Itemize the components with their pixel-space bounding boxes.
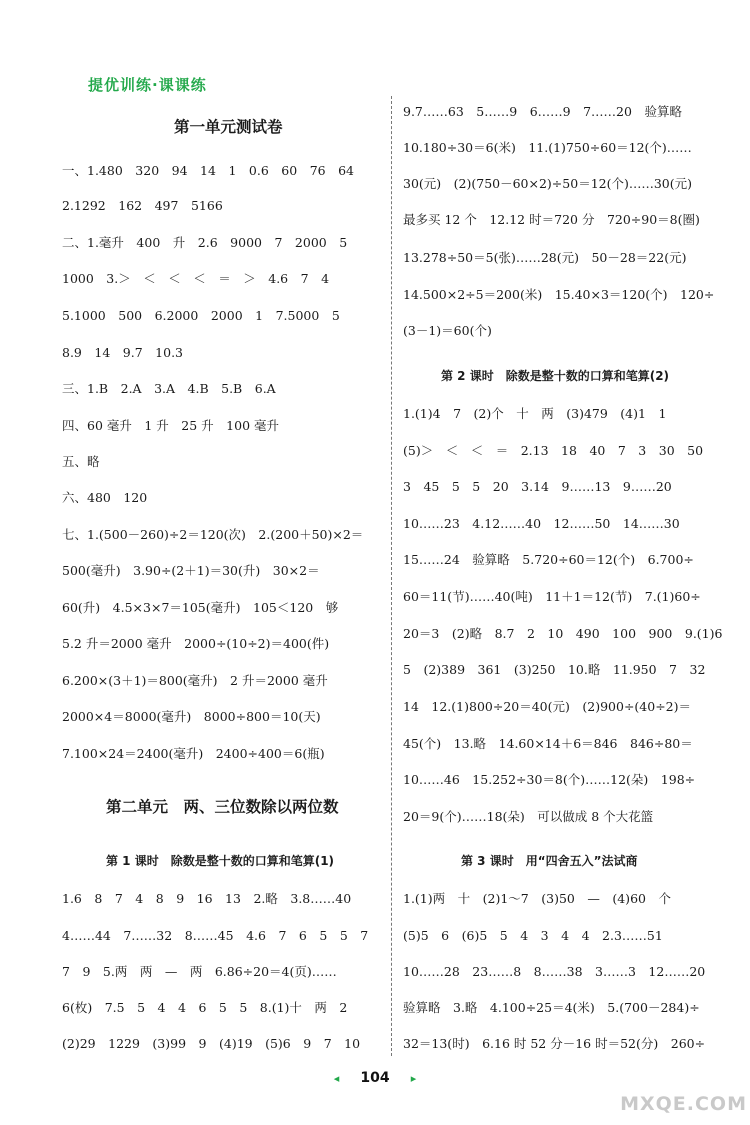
- answer-line: 2000×4＝8000(毫升) 8000÷800＝10(天): [62, 709, 321, 724]
- answer-line: (2)29 1229 (3)99 9 (4)19 (5)6 9 7 10: [62, 1036, 361, 1051]
- answer-line: 六、480 120: [62, 490, 148, 505]
- answer-line: 3 45 5 5 20 3.14 9……13 9……20: [403, 479, 672, 494]
- answer-line: 13.278÷50＝5(张)……28(元) 50－28＝22(元): [403, 250, 687, 265]
- answer-line: 10……28 23……8 8……38 3……3 12……20: [403, 964, 706, 979]
- lesson-title: 第 2 课时 除数是整十数的口算和笔算(2): [441, 369, 670, 383]
- answer-line: 15……24 验算略 5.720÷60＝12(个) 6.700÷: [403, 552, 694, 567]
- answer-line: 500(毫升) 3.90÷(2＋1)＝30(升) 30×2＝: [62, 563, 320, 578]
- answer-line: 6(枚) 7.5 5 4 4 6 5 5 8.(1)十 两 2: [62, 1000, 348, 1015]
- answer-line: (3－1)＝60(个): [403, 323, 492, 338]
- page-number: 104: [360, 1070, 390, 1086]
- right-arrow-icon: ▸: [410, 1072, 417, 1085]
- answer-line: 二、1.毫升 400 升 2.6 9000 7 2000 5: [62, 235, 348, 250]
- answer-line: 1.(1)两 十 (2)1～7 (3)50 — (4)60 个: [403, 891, 671, 906]
- answer-line: 4……44 7……32 8……45 4.6 7 6 5 5 7: [62, 928, 369, 943]
- watermark-logo: MXQE.COM: [620, 1093, 747, 1115]
- answer-line: 1.6 8 7 4 8 9 16 13 2.略 3.8……40: [62, 891, 352, 906]
- answer-line: 5 (2)389 361 (3)250 10.略 11.950 7 32: [403, 662, 706, 677]
- left-arrow-icon: ◂: [333, 1072, 340, 1085]
- answer-line: 8.9 14 9.7 10.3: [62, 345, 183, 360]
- answer-line: 1.(1)4 7 (2)个 十 两 (3)479 (4)1 1: [403, 406, 667, 421]
- answer-line: 1000 3.＞ ＜ ＜ ＜ ＝ ＞ 4.6 7 4: [62, 271, 330, 286]
- answer-line: 一、1.480 320 94 14 1 0.6 60 76 64: [62, 163, 355, 178]
- column-divider: [391, 96, 392, 1056]
- answer-line: 7.100×24＝2400(毫升) 2400÷400＝6(瓶): [62, 746, 325, 761]
- answer-line: 10.180÷30＝6(米) 11.(1)750÷60＝12(个)……: [403, 140, 692, 155]
- unit-title: 第二单元 两、三位数除以两位数: [106, 798, 339, 816]
- answer-line: (5)5 6 (6)5 5 4 3 4 4 2.3……51: [403, 928, 663, 943]
- answer-line: 最多买 12 个 12.12 时＝720 分 720÷90＝8(圈): [403, 212, 700, 227]
- answer-line: 6.200×(3＋1)＝800(毫升) 2 升＝2000 毫升: [62, 673, 328, 688]
- answer-line: 五、略: [62, 454, 100, 469]
- answer-line: 2.1292 162 497 5166: [62, 198, 223, 213]
- answer-line: 45(个) 13.略 14.60×14＋6＝846 846÷80＝: [403, 736, 693, 751]
- answer-line: 10……46 15.252÷30＝8(个)……12(朵) 198÷: [403, 772, 696, 787]
- answer-line: 10……23 4.12……40 12……50 14……30: [403, 516, 680, 531]
- answer-line: 5.2 升＝2000 毫升 2000÷(10÷2)＝400(件): [62, 636, 330, 651]
- answer-line: 七、1.(500－260)÷2＝120(次) 2.(200＋50)×2＝: [62, 527, 364, 542]
- answer-line: 20＝9(个)……18(朵) 可以做成 8 个大花篮: [403, 809, 654, 824]
- answer-line: 14 12.(1)800÷20＝40(元) (2)900÷(40÷2)＝: [403, 699, 692, 714]
- answer-line: 32＝13(时) 6.16 时 52 分－16 时＝52(分) 260÷: [403, 1036, 706, 1051]
- answer-line: 5.1000 500 6.2000 2000 1 7.5000 5: [62, 308, 340, 323]
- answer-line: 60＝11(节)……40(吨) 11＋1＝12(节) 7.(1)60÷: [403, 589, 701, 604]
- answer-line: 三、1.B 2.A 3.A 4.B 5.B 6.A: [62, 381, 276, 396]
- answer-line: 四、60 毫升 1 升 25 升 100 毫升: [62, 418, 280, 433]
- brand-header: 提优训练·课课练: [88, 76, 207, 94]
- answer-line: 验算略 3.略 4.100÷25＝4(米) 5.(700－284)÷: [403, 1000, 700, 1015]
- lesson-title: 第 3 课时 用“四舍五入”法试商: [461, 854, 638, 868]
- answer-line: 60(升) 4.5×3×7＝105(毫升) 105＜120 够: [62, 600, 339, 615]
- test-title: 第一单元测试卷: [174, 118, 283, 136]
- page-footer: [0, 1067, 750, 1086]
- answer-line: 7 9 5.两 两 — 两 6.86÷20＝4(页)……: [62, 964, 337, 979]
- answer-line: 9.7……63 5……9 6……9 7……20 验算略: [403, 104, 682, 119]
- answer-line: (5)＞ ＜ ＜ ＝ 2.13 18 40 7 3 30 50: [403, 443, 704, 458]
- lesson-title: 第 1 课时 除数是整十数的口算和笔算(1): [106, 854, 335, 868]
- answer-line: 14.500×2÷5＝200(米) 15.40×3＝120(个) 120÷: [403, 287, 715, 302]
- answer-line: 30(元) (2)(750－60×2)÷50＝12(个)……30(元): [403, 176, 693, 191]
- answer-line: 20＝3 (2)略 8.7 2 10 490 100 900 9.(1)6: [403, 626, 723, 641]
